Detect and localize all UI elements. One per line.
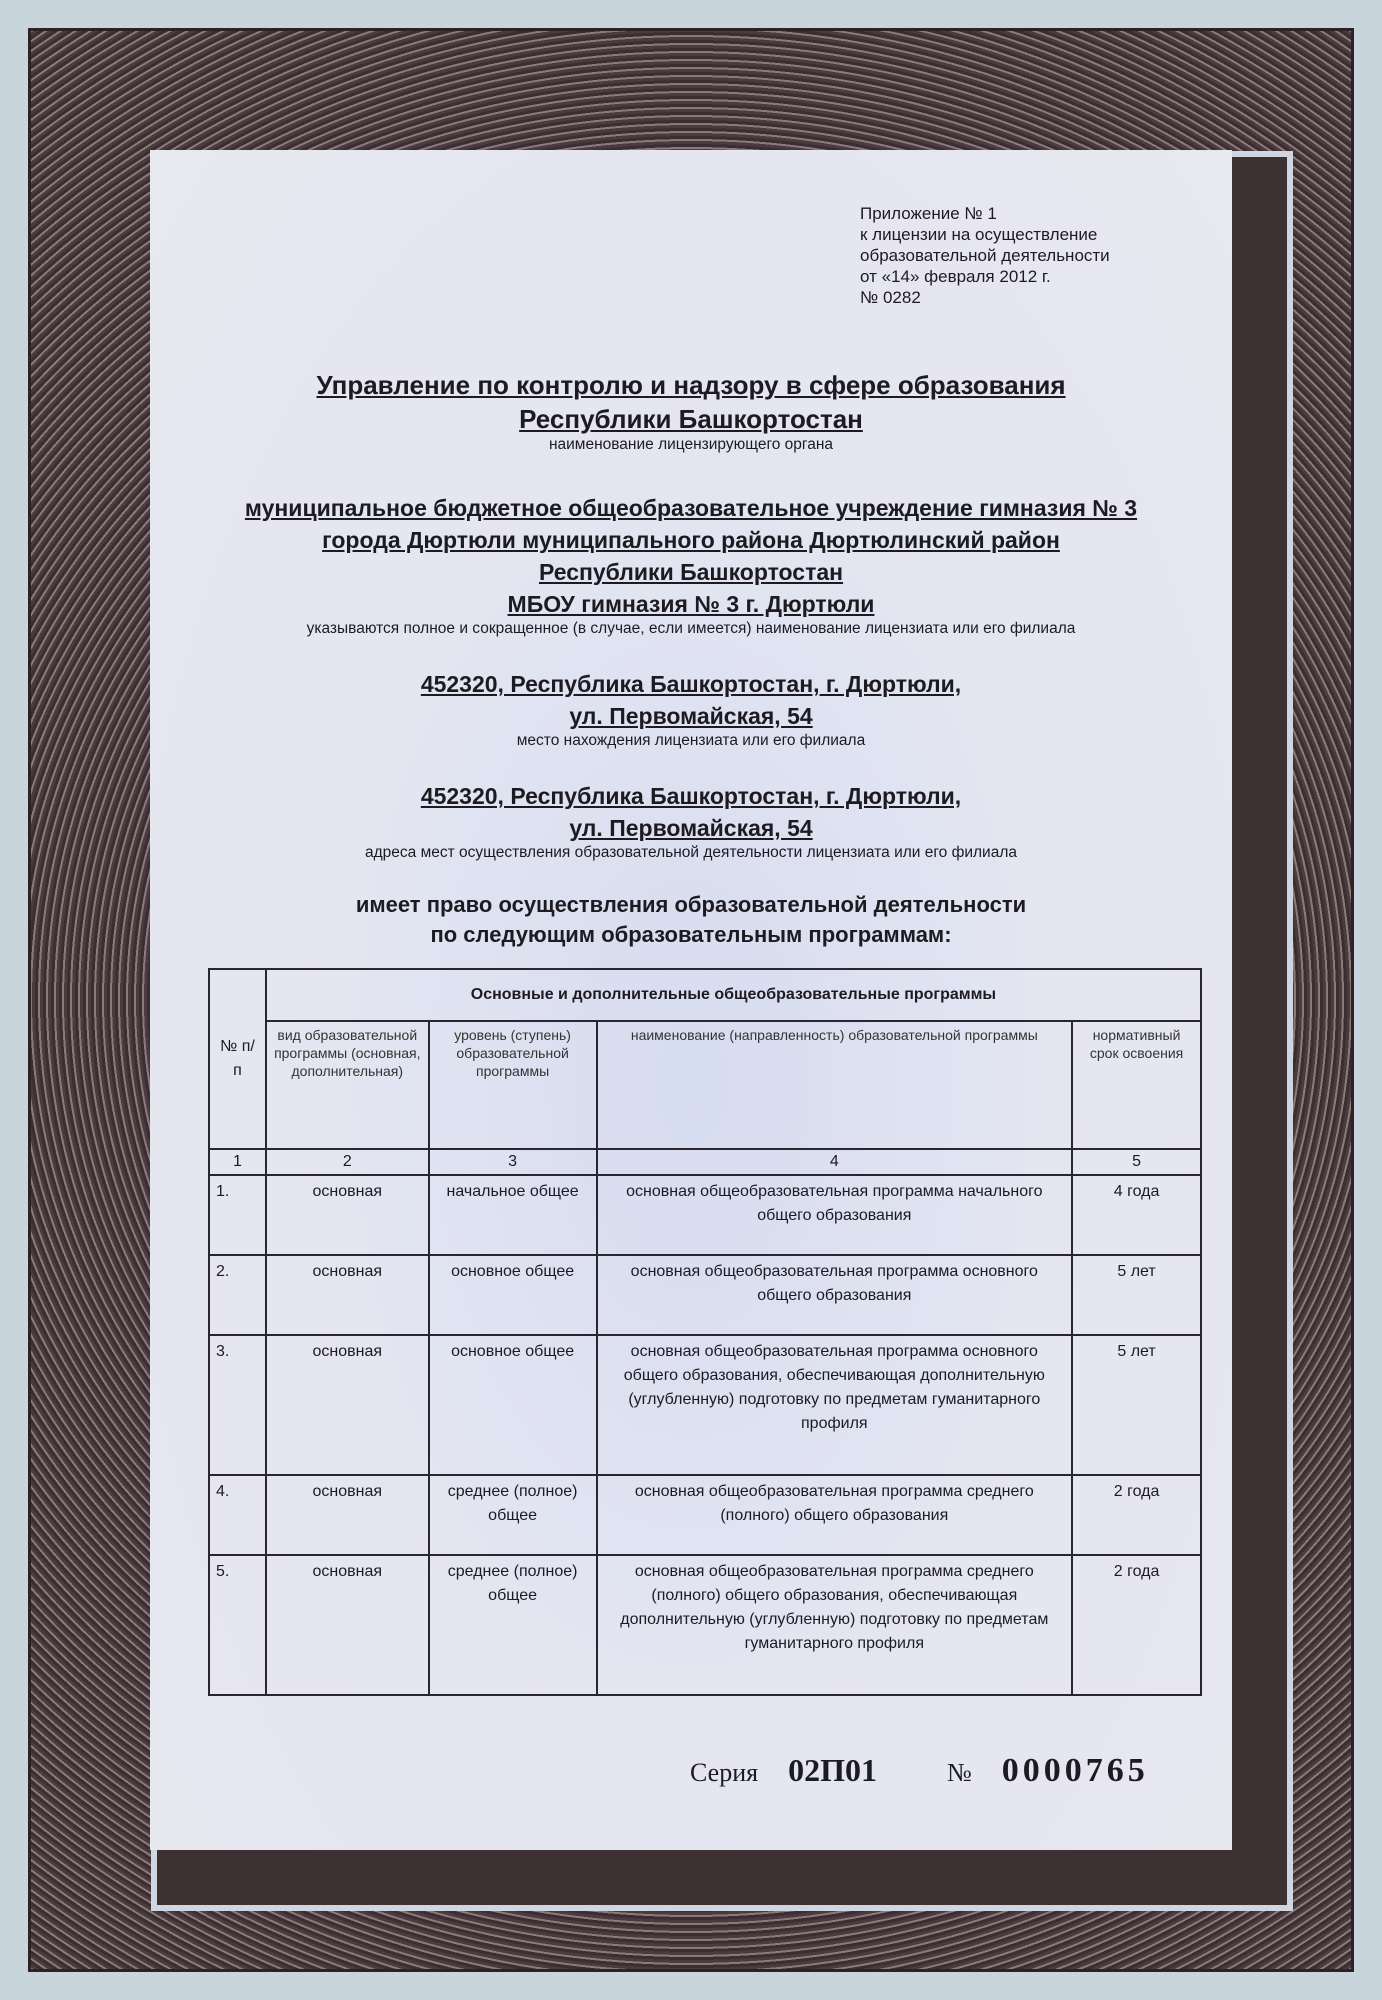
table-cell: основная — [266, 1475, 429, 1555]
authority-block — [150, 368, 1232, 454]
table-cell: основное общее — [429, 1255, 597, 1335]
table-cell: 4 года — [1072, 1175, 1201, 1255]
column-header: уровень (ступень) образовательной программы — [429, 1021, 597, 1149]
authority-name: Управление по контролю и надзору в сфере образования — [316, 370, 1066, 400]
right-line: имеет право осуществления образовательной деятельности — [355, 892, 1027, 917]
activity-address-line: ул. Первомайская, 54 — [569, 815, 813, 841]
table-cell: 2. — [209, 1255, 266, 1335]
table-cell: основная общеобразовательная программа среднего (полного) общего образования, обеспечивающая дополнительную (углубленную) подготовку по предметам гуманитарного профиля — [597, 1555, 1073, 1695]
table-cell: основная — [266, 1175, 429, 1255]
table-row — [209, 1175, 1201, 1255]
table-cell: основная — [266, 1255, 429, 1335]
appendix-line: к лицензии на осуществление — [860, 225, 1098, 244]
licensee-block — [150, 492, 1232, 638]
activity-address-hint: адреса мест осуществления образовательной деятельности лицензиата или его филиала — [364, 844, 1017, 861]
licensee-hint: указываются полное и сокращенное (в случае, если имеется) наименование лицензиата или его филиала — [306, 620, 1076, 637]
form-number: 0000765 — [1001, 1752, 1149, 1789]
table-cell: основная общеобразовательная программа основного общего образования — [597, 1255, 1073, 1335]
series-number — [690, 1752, 1149, 1790]
licensee-name: города Дюртюли муниципального района Дюртюлинский район — [322, 527, 1060, 553]
column-number: 4 — [597, 1149, 1073, 1175]
right-line: по следующим образовательным программам: — [430, 922, 952, 947]
appendix-note — [860, 203, 1110, 308]
licensee-name: Республики Башкортостан — [538, 559, 844, 585]
location-hint: место нахождения лицензиата или его филиала — [516, 732, 866, 749]
table-cell: 2 года — [1072, 1475, 1201, 1555]
table-cell: основная — [266, 1555, 429, 1695]
table-cell: основная общеобразовательная программа среднего (полного) общего образования — [597, 1475, 1073, 1555]
column-number: 1 — [209, 1149, 266, 1175]
appendix-line: от «14» февраля 2012 г. — [860, 267, 1051, 286]
number-label: № — [946, 1758, 972, 1787]
licensee-short-name: МБОУ гимназия № 3 г. Дюртюли — [507, 591, 875, 617]
series-value: 02П01 — [788, 1752, 877, 1788]
column-header: вид образовательной программы (основная, дополнительная) — [266, 1021, 429, 1149]
table-cell: среднее (полное) общее — [429, 1475, 597, 1555]
location-line: ул. Первомайская, 54 — [569, 703, 813, 729]
authority-hint: наименование лицензирующего органа — [548, 436, 834, 453]
num-header: № п/п — [209, 969, 266, 1149]
table-cell: 4. — [209, 1475, 266, 1555]
table-cell: 2 года — [1072, 1555, 1201, 1695]
column-number: 2 — [266, 1149, 429, 1175]
appendix-line: образовательной деятельности — [860, 246, 1110, 265]
table-cell: основное общее — [429, 1335, 597, 1475]
column-number: 3 — [429, 1149, 597, 1175]
table-row — [209, 1555, 1201, 1695]
column-header: наименование (направленность) образовательной программы — [597, 1021, 1073, 1149]
location-line: 452320, Республика Башкортостан, г. Дюртюли, — [420, 671, 962, 697]
column-number: 5 — [1072, 1149, 1201, 1175]
location-block — [150, 668, 1232, 750]
activity-address-line: 452320, Республика Башкортостан, г. Дюртюли, — [420, 783, 962, 809]
table-cell: начальное общее — [429, 1175, 597, 1255]
series-label: Серия — [690, 1758, 759, 1787]
table-cell: 1. — [209, 1175, 266, 1255]
table-row — [209, 1335, 1201, 1475]
table-cell: 3. — [209, 1335, 266, 1475]
table-cell: 5. — [209, 1555, 266, 1695]
programs-table — [208, 968, 1202, 1696]
group-header: Основные и дополнительные общеобразовательные программы — [266, 969, 1201, 1021]
activity-address-block — [150, 780, 1232, 862]
table-cell: основная общеобразовательная программа начального общего образования — [597, 1175, 1073, 1255]
right-statement — [150, 890, 1232, 950]
table-row — [209, 1255, 1201, 1335]
authority-name: Республики Башкортостан — [519, 404, 863, 434]
table-cell: 5 лет — [1072, 1255, 1201, 1335]
appendix-line: Приложение № 1 — [860, 204, 997, 223]
licensee-name: муниципальное бюджетное общеобразовательное учреждение гимназия № 3 — [244, 495, 1138, 521]
table-cell: 5 лет — [1072, 1335, 1201, 1475]
table-row — [209, 1475, 1201, 1555]
appendix-line: № 0282 — [860, 288, 921, 307]
table-cell: среднее (полное) общее — [429, 1555, 597, 1695]
table-cell: основная — [266, 1335, 429, 1475]
table-cell: основная общеобразовательная программа основного общего образования, обеспечивающая дополнительную (углубленную) подготовку по предметам гуманитарного профиля — [597, 1335, 1073, 1475]
column-header: нормативный срок освоения — [1072, 1021, 1201, 1149]
